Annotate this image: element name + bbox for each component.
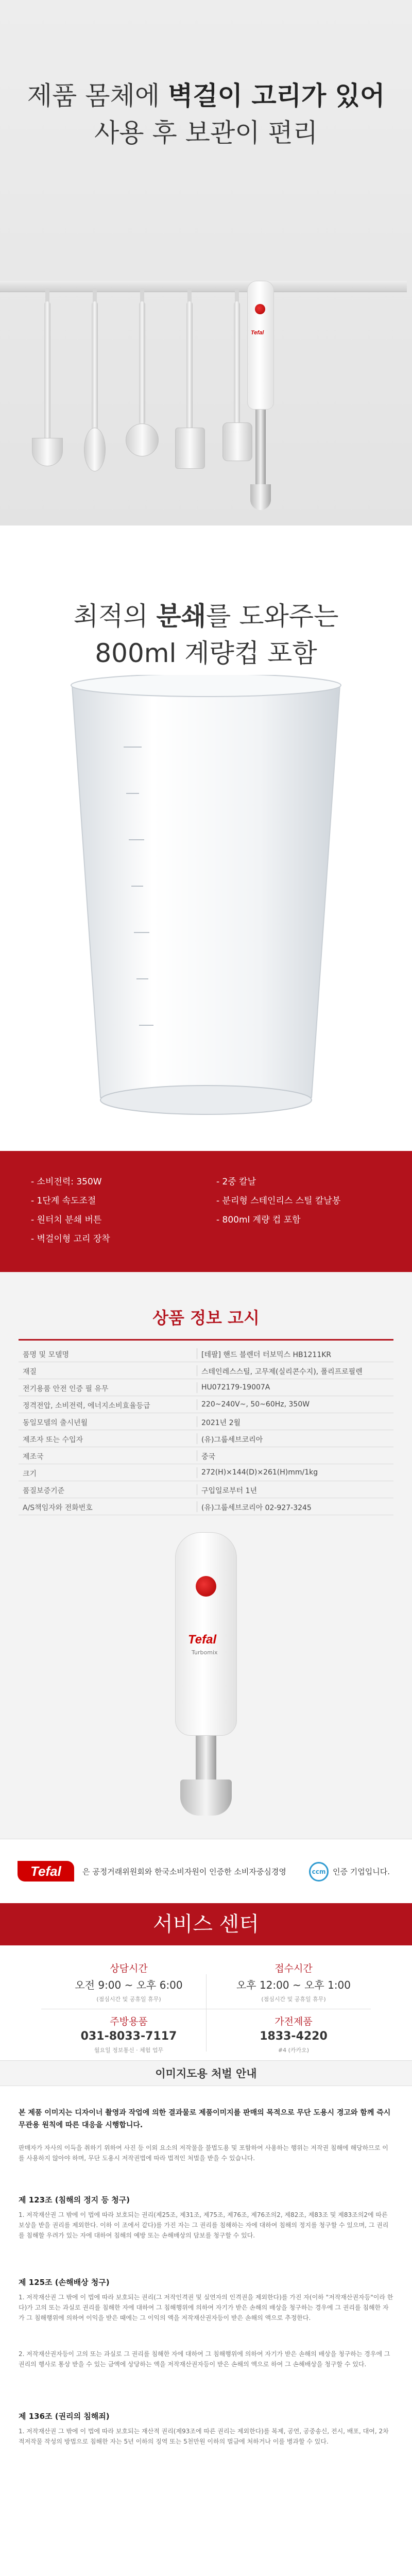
visit-note: (점심시간 및 공휴일 휴무) xyxy=(261,1996,326,2003)
law-text-125: 1. 저작재산권 그 밖에 이 법에 따라 보호되는 권리(그 저작인격권 및 실연자의 인격권을 제외한다)를 가진 자(이하 "저작재산권자등"이라 한다)가 고의 또는 과실로 권리를 침해한 자에 대하여 그 침해행위에 의하여 자기가 받은 손해의 배상을 청구하는 경우에 그 권리를 침해한 자가 그 침해행위에 의하여 이익을 받은 때에는 그 이익의 액을 저작재산권자등이 받은 손해의 액으로 추정한다. xyxy=(19,2294,393,2321)
spec-column-left xyxy=(31,1173,110,1249)
table-row xyxy=(19,1464,393,1481)
cert-text-b: 인증 기업입니다. xyxy=(333,1867,390,1876)
row-key: 품질보증기준 xyxy=(23,1487,65,1495)
turner-handle xyxy=(186,301,193,430)
table-row xyxy=(19,1430,393,1447)
table-row xyxy=(19,1362,393,1379)
row-key: 동일모델의 출시년월 xyxy=(23,1419,88,1427)
visit-hours xyxy=(216,1961,371,2003)
hanging-blender-body xyxy=(247,281,274,410)
spec-item: - 분리형 스테인리스 스틸 칼날봉 xyxy=(216,1196,341,1206)
spoon-handle xyxy=(92,301,98,430)
appliance-note: #4 (카카오) xyxy=(278,2047,310,2054)
measuring-cup-illustration xyxy=(52,675,360,1139)
row-key: 재질 xyxy=(23,1368,37,1376)
service-vertical-divider xyxy=(206,1974,207,2052)
cert-footer xyxy=(0,1839,412,1903)
notice-title: 이미지도용 처벌 안내 xyxy=(0,2060,412,2086)
spec-item: - 소비전력: 350W xyxy=(31,1177,102,1187)
table-row xyxy=(19,1379,393,1396)
wall-rail xyxy=(0,281,407,292)
kitchen-label: 주방용품 xyxy=(110,2016,148,2027)
row-value: 스테인레스스틸, 고무제(실리콘수지), 폴리프로필렌 xyxy=(201,1368,363,1376)
service-center xyxy=(0,1903,412,2060)
law-text-125-2: 2. 저작재산권자등이 고의 또는 과실로 그 권리를 침해한 자에 대하여 그 침해행위에 의하여 자기가 받은 손해의 배상을 청구하는 경우에 그 권리의 행사로 통상 받을 수 있는 금액에 상당하는 액을 저작재산권자등이 받은 손해의 액으로 하여 그 손해배상을 청구할 수 있다. xyxy=(19,2350,390,2368)
turner-head xyxy=(175,428,205,469)
product-info-section xyxy=(0,1272,412,1839)
table-row xyxy=(19,1447,393,1464)
cup-line2: 800ml 계량컵 포함 xyxy=(95,638,317,668)
spec-item: - 2중 칼날 xyxy=(216,1177,256,1187)
law-text-136: 1. 저작재산권 그 밖에 이 법에 따라 보호되는 재산적 권리(제93조에 따른 권리는 제외한다)를 복제, 공연, 공중송신, 전시, 배포, 대여, 2차적저작물 작성의 방법으로 침해한 자는 5년 이하의 징역 또는 5천만원 이하의 벌금에 처하거나 이를 병과할 수 있다. xyxy=(19,2428,389,2445)
row-key: 제조자 또는 수입자 xyxy=(23,1436,83,1444)
hook-headline xyxy=(0,77,412,151)
blender-foot xyxy=(250,484,271,510)
title-underline xyxy=(19,1339,393,1341)
ladle-head xyxy=(32,438,63,466)
consult-label: 상담시간 xyxy=(110,1963,148,1974)
spoon-head xyxy=(84,428,106,471)
appliance-phone-number[interactable]: 1833-4220 xyxy=(260,2030,328,2043)
kitchen-phone xyxy=(52,2014,206,2054)
headline-line1: 제품 몸체에 xyxy=(27,81,168,111)
cert-text-a: 은 공정거래위원회와 한국소비자원이 인증한 소비자중심경영 xyxy=(82,1867,286,1876)
notice-paragraph: 판매자가 자사의 이득을 취하기 위하여 사진 등 이외 요소의 저작물을 불법도용 및 포함하여 사용하는 행위는 저작권 침해에 해당하므로 이를 사용하지 않아야 하며, 무단 도용시 저작권법에 따라 법적인 처벌을 받을 수 있습니다. xyxy=(19,2144,388,2162)
visit-label: 접수시간 xyxy=(274,1963,313,1974)
spec-item: - 원터치 분쇄 버튼 xyxy=(31,1215,102,1225)
product-blender-button xyxy=(196,1576,216,1597)
appliance-label: 가전제품 xyxy=(274,2016,313,2027)
blender-shaft xyxy=(255,410,266,487)
skimmer-handle xyxy=(139,301,145,425)
law-heading-136: 제 136조 (권리의 침해죄) xyxy=(19,2412,110,2421)
cup-headline xyxy=(0,598,412,672)
product-blender-foot xyxy=(180,1780,232,1816)
row-value: 구입일로부터 1년 xyxy=(201,1487,258,1495)
law-heading-125: 제 125조 (손해배상 청구) xyxy=(19,2278,110,2287)
headline-line1-bold: 벽걸이 고리가 있어 xyxy=(168,81,385,111)
row-value: HU07217​9-19007A xyxy=(201,1383,270,1392)
consult-time: 오전 9:00 ~ 오후 6:00 xyxy=(75,1979,183,1991)
cup-line1b: 를 도와주는 xyxy=(206,601,339,631)
product-blender-logo: Tefal xyxy=(188,1633,217,1647)
consult-note: (점심시간 및 공휴일 휴무) xyxy=(96,1996,161,2003)
spec-item: - 800ml 계량 컵 포함 xyxy=(216,1215,301,1225)
product-blender-model: Turbomix xyxy=(192,1649,218,1656)
copyright-notice xyxy=(0,2060,412,2576)
spec-summary xyxy=(0,1151,412,1272)
ladle-handle xyxy=(44,301,50,440)
spec-column-right xyxy=(216,1173,340,1230)
blender-logo: Tefal xyxy=(251,330,264,336)
law-text-123: 1. 저작재산권 그 밖에 이 법에 따라 보호되는 권리(제25조, 제31조, 제75조, 제76조, 제76조의2, 제82조, 제83조 및 제83조의2에 따른 보상을 받을 권리를 제외한다. 이하 이 조에서 같다)를 가진 자는 그 권리를 침해하는 자에 대하여 침해의 정지를 청구할 수 있으며, 그 권리를 침해할 우려가 있는 자에 대하여 침해의 예방 또는 손해배상의 담보를 청구할 수 있다. xyxy=(19,2211,389,2239)
table-row xyxy=(19,1345,393,1362)
table-row xyxy=(19,1498,393,1515)
row-key: 제조국 xyxy=(23,1453,44,1461)
spec-item: - 1단계 속도조절 xyxy=(31,1196,96,1206)
product-info-title: 상품 정보 고시 xyxy=(152,1308,260,1328)
row-value: [테팔] 핸드 블렌더 터보믹스 HB1211KR xyxy=(201,1351,332,1359)
kitchen-note: 월요일 정보통신 · 체험 업무 xyxy=(94,2047,164,2054)
spec-item: - 벽걸이형 고리 장착 xyxy=(31,1234,110,1244)
product-blender-shaft xyxy=(196,1736,216,1782)
measuring-cup-section xyxy=(0,526,412,1151)
kitchen-phone-number[interactable]: 031-8033-7117 xyxy=(80,2030,177,2043)
cup-line1-bold: 분쇄 xyxy=(156,601,206,631)
row-key: A/S책임자와 전화번호 xyxy=(23,1504,93,1512)
headline-line2: 사용 후 보관이 편리 xyxy=(94,118,318,148)
cert-text xyxy=(82,1866,286,1877)
row-value: 중국 xyxy=(201,1453,216,1461)
row-key: 정격전압, 소비전력, 에너지소비효율등급 xyxy=(23,1402,150,1410)
row-key: 전기용품 안전 인증 필 유무 xyxy=(23,1385,109,1393)
row-value: 2021년 2월 xyxy=(201,1419,241,1427)
row-value: (유)그룹세브코리아 xyxy=(201,1436,263,1444)
row-value: 220~240V~, 50~60Hz, 350W xyxy=(201,1400,310,1409)
slotted-spoon-head xyxy=(222,422,252,461)
table-row xyxy=(19,1481,393,1498)
cup-line1a: 최적의 xyxy=(73,601,157,631)
visit-time: 오후 12:00 ~ 오후 1:00 xyxy=(236,1979,351,1991)
row-value: 272(H)×144(D)×261(H)mm/1kg xyxy=(201,1468,318,1477)
appliance-phone xyxy=(216,2014,371,2054)
skimmer-head xyxy=(126,423,159,456)
product-info-table xyxy=(19,1345,393,1515)
blender-red-button xyxy=(255,304,265,314)
notice-intro: 본 제품 이미지는 디자이너 촬영과 작업에 의한 결과물로 제품이미지를 판매의 목적으로 무단 도용시 경고와 함께 즉시 무관용 원칙에 따른 대응을 시행합니다. xyxy=(19,2109,391,2129)
service-title: 서비스 센터 xyxy=(0,1903,412,1945)
slotted-spoon-handle xyxy=(234,301,240,425)
table-row xyxy=(19,1413,393,1430)
row-key: 품명 및 모델명 xyxy=(23,1351,70,1359)
hook-feature-section xyxy=(0,0,412,526)
ccm-badge: ccm xyxy=(309,1862,329,1882)
consult-hours xyxy=(52,1961,206,2003)
row-key: 크기 xyxy=(23,1470,37,1478)
table-row xyxy=(19,1396,393,1413)
row-value: (유)그룹세브코리아 02-927-3245 xyxy=(201,1504,312,1512)
law-heading-123: 제 123조 (침해의 정지 등 청구) xyxy=(19,2195,130,2205)
tefal-logo: Tefal xyxy=(18,1861,74,1882)
